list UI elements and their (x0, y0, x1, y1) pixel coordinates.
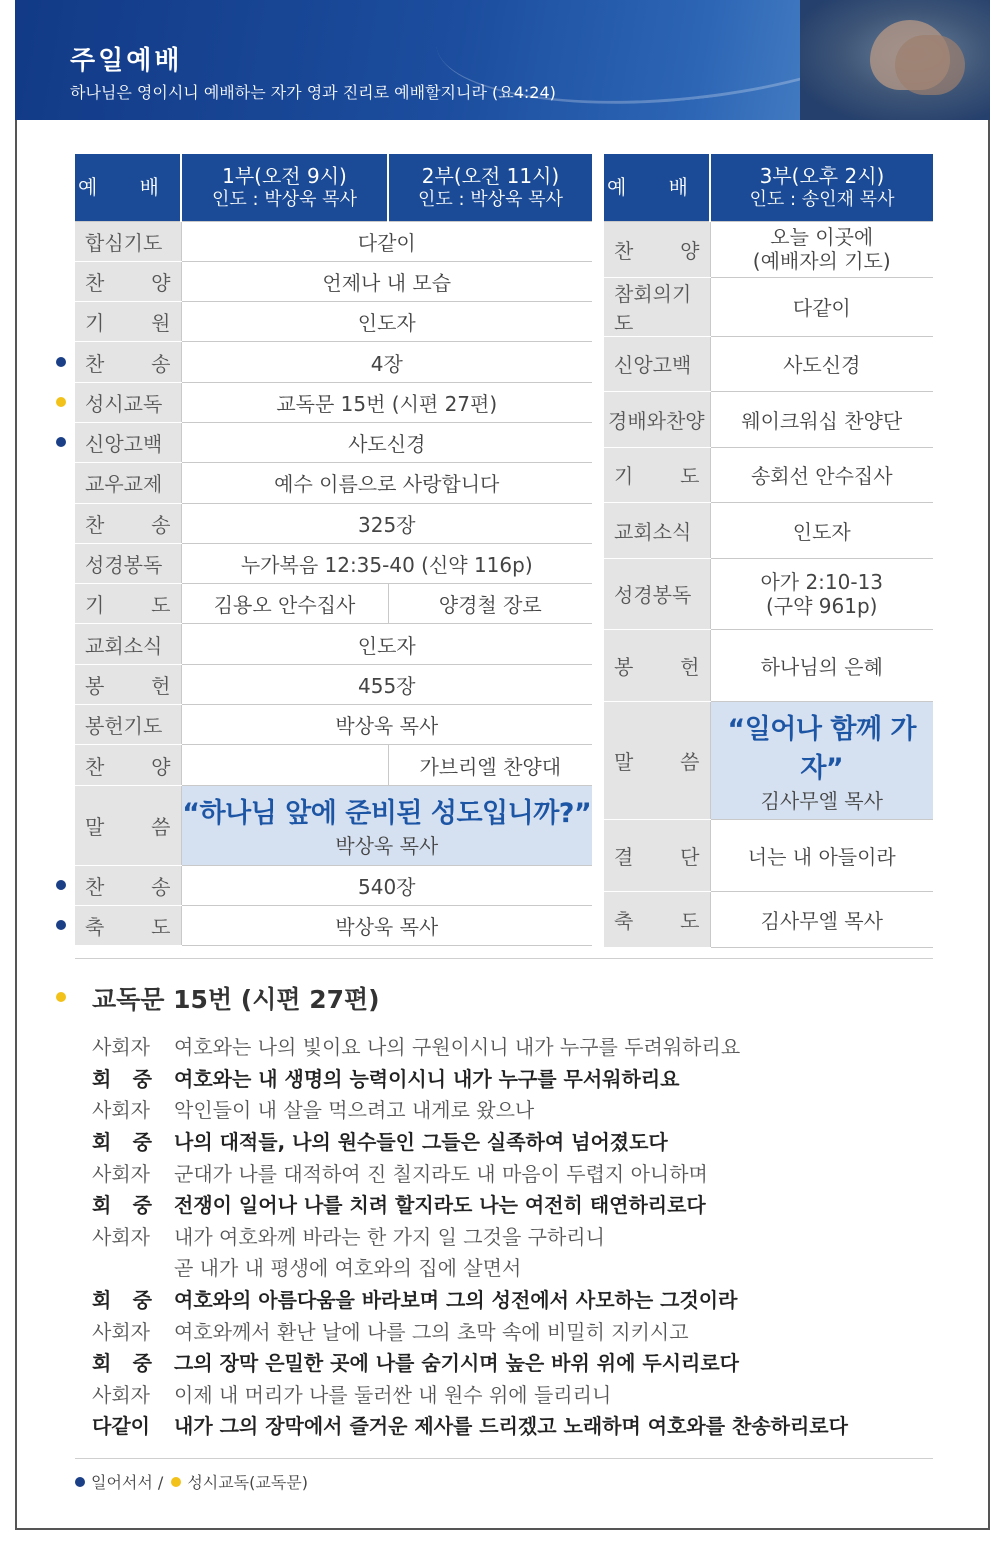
order-value-line: 오늘 이곳에 (770, 225, 874, 249)
order-label: 찬 송 (75, 342, 181, 382)
order-label: 찬 양 (604, 221, 710, 277)
responsive-reading-marker-dot (56, 397, 66, 407)
worship-order-table-1-2 (75, 154, 592, 946)
page-subtitle: 하나님은 영이시니 예배하는 자가 영과 진리로 예배할지니라 (요4:24) (70, 83, 556, 102)
service-2-leader: 인도 : 박상욱 목사 (418, 188, 563, 210)
reading-speaker: 사회자 (92, 1382, 150, 1407)
order-label: 찬 양 (75, 745, 181, 785)
order-label: 결 단 (604, 819, 710, 891)
order-value: 455장 (181, 664, 592, 704)
page-title: 주일예배 (70, 46, 183, 76)
reading-text: 전쟁이 일어나 나를 치려 할지라도 나는 여전히 태연하리로다 (174, 1193, 706, 1218)
service-3-title: 3부(오후 2시) (759, 163, 885, 188)
order-value: 박상욱 목사 (181, 905, 592, 945)
reading-text: 이제 내 머리가 나를 둘러싼 내 원수 위에 들리리니 (174, 1382, 612, 1407)
order-label: 기 원 (75, 302, 181, 342)
reading-line (92, 1409, 932, 1441)
order-label: 합심기도 (75, 221, 181, 261)
corner-header: 예 배 (604, 154, 710, 221)
order-label: 봉 헌 (75, 664, 181, 704)
order-label: 찬 송 (75, 503, 181, 543)
service-1-title: 1부(오전 9시) (222, 163, 347, 188)
reading-text: 그의 장막 은밀한 곳에 나를 숨기시며 높은 바위 위에 두시리로다 (174, 1351, 739, 1376)
order-value: 인도자 (710, 503, 933, 559)
section-divider (75, 1458, 933, 1459)
reading-text: 여호와는 나의 빛이요 나의 구원이시니 내가 누구를 두려워하리요 (174, 1035, 741, 1060)
order-label: 찬 양 (75, 261, 181, 301)
reading-text: 여호와께서 환난 날에 나를 그의 초막 속에 비밀히 지키시고 (174, 1319, 689, 1344)
reading-line (92, 1062, 932, 1094)
reading-speaker: 사회자 (92, 1161, 150, 1186)
reading-line (92, 1251, 932, 1283)
reading-speaker: 회 중 (92, 1351, 152, 1376)
sermon-cell (710, 701, 933, 819)
order-value: 너는 내 아들이라 (710, 819, 933, 891)
standing-marker-dot (56, 357, 66, 367)
order-value: 4장 (181, 342, 592, 382)
service-2-header (388, 154, 592, 221)
order-value: 325장 (181, 503, 592, 543)
order-label: 교회소식 (75, 624, 181, 664)
service-3-leader: 인도 : 송인재 목사 (749, 188, 895, 210)
order-value-service-2: 가브리엘 찬양대 (388, 745, 592, 785)
worship-order-table-3 (604, 154, 933, 948)
order-label: 말 씀 (75, 785, 181, 865)
reading-text: 곧 내가 내 평생에 여호와의 집에 살면서 (174, 1256, 522, 1281)
order-value (710, 221, 933, 277)
order-value: 인도자 (181, 302, 592, 342)
order-value: 사도신경 (181, 422, 592, 462)
responsive-legend-label: 성시교독(교독문) (187, 1473, 308, 1492)
order-value: 다같이 (710, 277, 933, 336)
service-3-header (710, 154, 933, 221)
standing-marker-dot (56, 437, 66, 447)
page-header (15, 0, 990, 120)
reading-speaker: 사회자 (92, 1224, 150, 1249)
order-value-service-1: 김용오 안수집사 (181, 584, 388, 624)
order-value-service-2: 양경철 장로 (388, 584, 592, 624)
reading-text: 여호와는 내 생명의 능력이시니 내가 누구를 무서워하리요 (174, 1066, 680, 1091)
order-value: 예수 이름으로 사랑합니다 (181, 463, 592, 503)
sermon-title: “하나님 앞에 준비된 성도입니까?” (182, 798, 592, 830)
order-label: 봉 헌 (604, 629, 710, 701)
reading-text: 악인들이 내 살을 먹으려고 내게로 왔으나 (174, 1098, 535, 1123)
reading-text: 나의 대적들, 나의 원수들인 그들은 실족하여 넘어졌도다 (174, 1130, 668, 1155)
order-value-service-1 (181, 745, 388, 785)
order-label: 참회의기도 (604, 277, 710, 336)
section-divider (75, 958, 933, 959)
order-value: 인도자 (181, 624, 592, 664)
standing-marker-dot (56, 880, 66, 890)
order-label: 교우교제 (75, 463, 181, 503)
reading-speaker: 회 중 (92, 1288, 152, 1313)
reading-speaker: 회 중 (92, 1130, 152, 1155)
order-label: 기 도 (75, 584, 181, 624)
reading-text: 군대가 나를 대적하여 진 칠지라도 내 마음이 두렵지 아니하며 (174, 1161, 708, 1186)
reading-line (92, 1346, 932, 1378)
responsive-reading-marker-dot (56, 992, 66, 1002)
order-value-line: (구약 961p) (766, 593, 878, 618)
sermon-preacher: 김사무엘 목사 (760, 788, 883, 813)
reading-speaker: 사회자 (92, 1319, 150, 1344)
order-value-line: (예배자의 기도) (752, 249, 891, 273)
legend (75, 1470, 308, 1493)
order-label: 신앙고백 (604, 336, 710, 392)
sermon-title: “일어나 함께 가자” (727, 713, 917, 784)
order-value: 김사무엘 목사 (710, 891, 933, 947)
reading-line (92, 1283, 932, 1315)
service-2-title: 2부(오전 11시) (421, 163, 560, 188)
reading-line (92, 1156, 932, 1188)
order-value: 교독문 15번 (시편 27편) (181, 382, 592, 422)
order-label: 찬 송 (75, 865, 181, 905)
order-value-line: 아가 2:10-13 (760, 569, 884, 594)
reading-line (92, 1093, 932, 1125)
order-value: 하나님의 은혜 (710, 629, 933, 701)
reading-text: 여호와의 아름다움을 바라보며 그의 성전에서 사모하는 그것이라 (174, 1288, 738, 1313)
order-label: 축 도 (604, 891, 710, 947)
order-label: 교회소식 (604, 503, 710, 559)
order-label: 말 씀 (604, 701, 710, 819)
reading-line (92, 1125, 932, 1157)
reading-line (92, 1220, 932, 1252)
standing-marker-dot (56, 920, 66, 930)
reading-speaker: 사회자 (92, 1098, 150, 1123)
order-value: 박상욱 목사 (181, 705, 592, 745)
reading-line (92, 1378, 932, 1410)
order-label: 축 도 (75, 905, 181, 945)
sermon-preacher: 박상욱 목사 (335, 834, 439, 859)
responsive-reading (92, 1030, 932, 1441)
reading-line (92, 1030, 932, 1062)
order-value: 다같이 (181, 221, 592, 261)
order-label: 성시교독 (75, 382, 181, 422)
order-value: 540장 (181, 865, 592, 905)
reading-line (92, 1188, 932, 1220)
reading-speaker: 회 중 (92, 1066, 152, 1091)
responsive-reading-title: 교독문 15번 (시편 27편) (92, 985, 380, 1014)
order-label: 성경봉독 (604, 558, 710, 629)
reading-speaker: 사회자 (92, 1035, 150, 1060)
standing-legend-label: 일어서서 / (91, 1473, 164, 1492)
praying-hands-image (800, 0, 990, 120)
reading-speaker: 다같이 (92, 1414, 150, 1439)
responsive-legend-dot (171, 1477, 181, 1487)
reading-speaker: 회 중 (92, 1193, 152, 1218)
service-1-leader: 인도 : 박상욱 목사 (212, 188, 357, 210)
reading-line (92, 1314, 932, 1346)
order-label: 봉헌기도 (75, 705, 181, 745)
order-value: 웨이크워십 찬양단 (710, 392, 933, 448)
standing-legend-dot (75, 1477, 85, 1487)
order-value: 언제나 내 모습 (181, 261, 592, 301)
order-value (710, 558, 933, 629)
reading-text: 내가 그의 장막에서 즐거운 제사를 드리겠고 노래하며 여호와를 찬송하리로다 (174, 1414, 848, 1439)
sermon-cell (181, 785, 592, 865)
order-value: 사도신경 (710, 336, 933, 392)
reading-text: 내가 여호와께 바라는 한 가지 일 그것을 구하리니 (174, 1224, 605, 1249)
order-value: 누가복음 12:35-40 (신약 116p) (181, 543, 592, 583)
order-label: 기 도 (604, 447, 710, 503)
order-label: 성경봉독 (75, 543, 181, 583)
service-1-header (181, 154, 388, 221)
order-value: 송회선 안수집사 (710, 447, 933, 503)
order-label: 경배와찬양 (604, 392, 710, 448)
corner-header: 예 배 (75, 154, 181, 221)
order-label: 신앙고백 (75, 422, 181, 462)
